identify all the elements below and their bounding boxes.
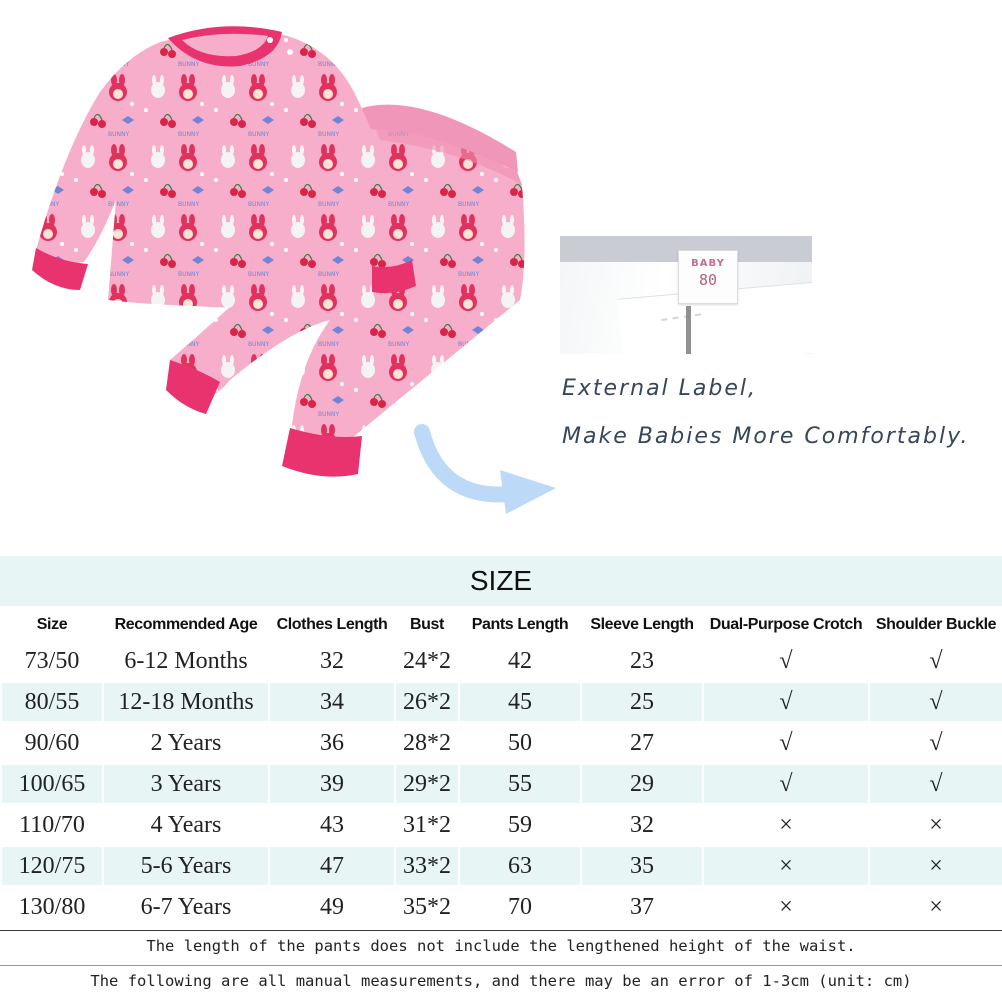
note-measurement: The following are all manual measurements, and there may be an error of 1-3cm (unit: cm) [90,972,912,990]
tag-size: 80 [698,271,718,289]
table-cell: √ [704,683,868,721]
table-cell: 32 [582,806,702,844]
table-cell: 39 [270,765,394,803]
caption-line-2: Make Babies More Comfortably. [562,424,970,449]
table-row [2,683,1002,721]
table-cell: 4 Years [104,806,268,844]
table-cell: √ [870,724,1002,762]
pointer-arrow-icon [422,432,556,514]
table-cell: √ [704,642,868,680]
divider [0,965,1002,966]
table-cell: √ [870,765,1002,803]
column-header: Shoulder Buckle [870,611,1002,639]
table-cell: 59 [460,806,580,844]
table-cell: 27 [582,724,702,762]
table-cell: 63 [460,847,580,885]
table-cell: 28*2 [396,724,458,762]
table-cell: 35 [582,847,702,885]
table-cell: 5-6 Years [104,847,268,885]
table-row [2,724,1002,762]
table-cell: 70 [460,888,580,926]
table-cell: 24*2 [396,642,458,680]
column-header: Recommended Age [104,611,268,639]
clothing-tag [678,250,738,304]
table-header-row [2,611,1002,639]
table-cell: 50 [460,724,580,762]
table-cell: × [870,847,1002,885]
size-chart [0,556,1002,1002]
table-cell: 73/50 [2,642,102,680]
table-cell: 42 [460,642,580,680]
table-row [2,847,1002,885]
table-cell: 3 Years [104,765,268,803]
table-cell: √ [870,642,1002,680]
size-chart-title: SIZE [0,556,1002,606]
column-header: Pants Length [460,611,580,639]
table-cell: 34 [270,683,394,721]
table-cell: √ [704,765,868,803]
table-cell: 110/70 [2,806,102,844]
table-cell: 26*2 [396,683,458,721]
table-cell: 6-12 Months [104,642,268,680]
table-cell: 55 [460,765,580,803]
table-cell: 36 [270,724,394,762]
table-cell: 25 [582,683,702,721]
table-cell: 35*2 [396,888,458,926]
table-row [2,806,1002,844]
table-row [2,765,1002,803]
table-cell: 100/65 [2,765,102,803]
table-cell: 29 [582,765,702,803]
column-header: Dual-Purpose Crotch [704,611,868,639]
size-table [0,608,1002,929]
table-cell: × [704,888,868,926]
fabric-seam [661,313,706,354]
label-closeup-photo [560,236,812,354]
table-cell: 47 [270,847,394,885]
table-cell: 23 [582,642,702,680]
table-cell: 33*2 [396,847,458,885]
table-cell: 120/75 [2,847,102,885]
table-body [2,642,1002,926]
divider [0,930,1002,931]
table-cell: 49 [270,888,394,926]
table-cell: 45 [460,683,580,721]
table-cell: 32 [270,642,394,680]
table-cell: × [870,806,1002,844]
table-row [2,642,1002,680]
table-cell: 43 [270,806,394,844]
tag-stripe [686,306,691,354]
table-cell: × [704,806,868,844]
table-cell: 37 [582,888,702,926]
caption-line-1: External Label, [562,376,757,401]
column-header: Size [2,611,102,639]
table-cell: × [870,888,1002,926]
table-cell: 12-18 Months [104,683,268,721]
tag-brand: BABY [691,258,725,269]
table-cell: 90/60 [2,724,102,762]
table-row [2,888,1002,926]
column-header: Sleeve Length [582,611,702,639]
table-cell: √ [704,724,868,762]
table-cell: 130/80 [2,888,102,926]
table-cell: 6-7 Years [104,888,268,926]
note-waist: The length of the pants does not include the lengthened height of the waist. [146,937,856,955]
table-cell: 2 Years [104,724,268,762]
column-header: Clothes Length [270,611,394,639]
table-cell: 29*2 [396,765,458,803]
table-cell: 31*2 [396,806,458,844]
table-cell: 80/55 [2,683,102,721]
table-cell: √ [870,683,1002,721]
column-header: Bust [396,611,458,639]
table-cell: × [704,847,868,885]
